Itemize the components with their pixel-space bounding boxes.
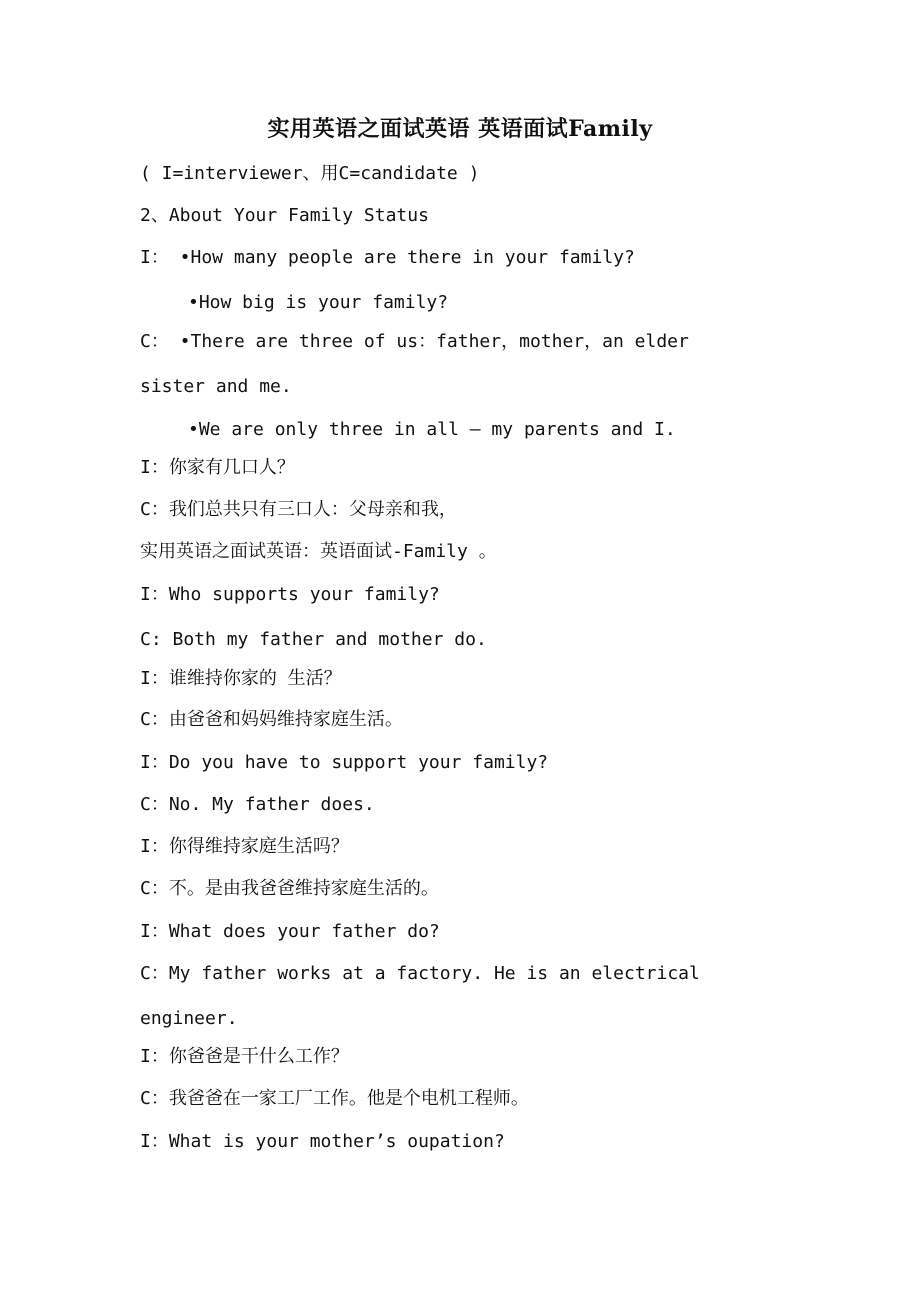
dialogue-line: C：我爸爸在一家工厂工作。他是个电机工程师。: [140, 1088, 529, 1109]
dialogue-line: I：Who supports your family?: [140, 584, 440, 605]
dialogue-line: C：My father works at a factory. He is an electrical: [140, 963, 700, 984]
dialogue-line: C: Both my father and mother do.: [140, 629, 487, 650]
dialogue-line: C：由爸爸和妈妈维持家庭生活。: [140, 709, 403, 730]
dialogue-line: I：谁维持你家的 生活？: [140, 668, 342, 689]
section-heading: 2、About Your Family Status: [140, 205, 429, 226]
document-title: 实用英语之面试英语 英语面试Family: [267, 116, 653, 142]
dialogue-line: •How big is your family?: [188, 292, 449, 313]
dialogue-line: I：Do you have to support your family?: [140, 752, 549, 773]
dialogue-line: sister and me.: [140, 376, 292, 397]
dialogue-line: engineer.: [140, 1008, 238, 1029]
roles-legend: ( I=interviewer、用C=candidate ): [140, 163, 480, 184]
dialogue-line: I：What is your mother’s oupation?: [140, 1131, 505, 1152]
dialogue-line: I：你爸爸是干什么工作？: [140, 1046, 349, 1067]
dialogue-line: I：你家有几口人？: [140, 457, 295, 478]
dialogue-line: I：你得维持家庭生活吗？: [140, 836, 349, 857]
dialogue-line: I： •How many people are there in your family?: [140, 247, 635, 268]
dialogue-line: C：不。是由我爸爸维持家庭生活的。: [140, 878, 439, 899]
dialogue-line: •We are only three in all — my parents and I.: [188, 419, 676, 440]
dialogue-line: C：我们总共只有三口人：父母亲和我，: [140, 499, 457, 520]
dialogue-line: I：What does your father do?: [140, 921, 440, 942]
dialogue-line: C： •There are three of us：father，mother，an elder: [140, 331, 689, 352]
dialogue-line: 实用英语之面试英语：英语面试-Family 。: [140, 541, 497, 562]
dialogue-line: C：No. My father does.: [140, 794, 375, 815]
